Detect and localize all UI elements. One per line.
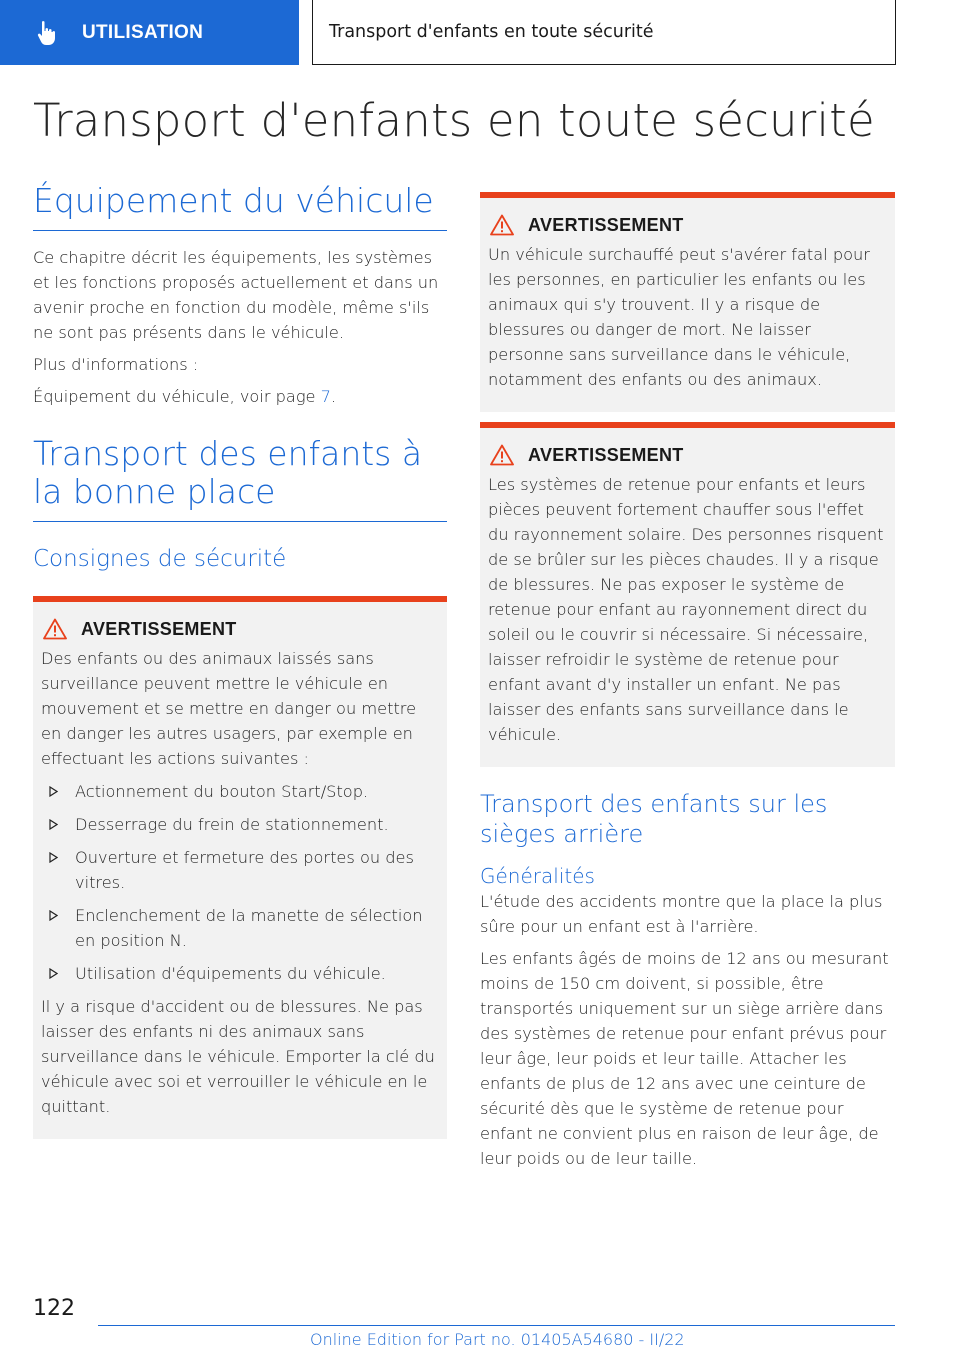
triangle-bullet-icon: [41, 845, 75, 895]
footer-rule: [98, 1325, 895, 1326]
triangle-bullet-icon: [41, 903, 75, 953]
warning-outro: Il y a risque d'accident ou de blessures. Ne pas laisser des enfants ni des animaux sans surveillance dans le véhicule. Emporter la clé du véhicule avec soi et verrouiller le véhicule en le quittant.: [41, 997, 435, 1116]
equipment-paragraph: Ce chapitre décrit les équipements, les systèmes et les fonctions proposés actuellement et dans un avenir proche en fonction du modèle, même s'ils ne sont pas présents dans le véhicule.: [33, 248, 439, 342]
right-column: [480, 192, 895, 1171]
chapter-header: [312, 0, 896, 65]
list-item: [41, 961, 439, 986]
general-paragraph-1: L'étude des accidents montre que la place la plus sûre pour un enfant est à l'arrière.: [480, 892, 883, 936]
reference-end: .: [330, 387, 337, 406]
list-item-text: Actionnement du bouton Start/Stop.: [75, 782, 369, 801]
page-reference: [33, 384, 447, 409]
reference-text: Équipement du véhicule, voir page: [33, 387, 321, 406]
general-paragraph-2: Les enfants âgés de moins de 12 ans ou mesurant moins de 150 cm doivent, si possible, être transportés uniquement sur un siège arrière dans des systèmes de retenue pour enfant prévus pour leur âge, leur poids et leur taille. Attacher les enfants de plus de 12 ans avec une ceinture de sécurité dès que le système de retenue pour enfant ne convient plus en raison de leur âge, de leur poids ou de leur taille.: [480, 949, 889, 1168]
list-item-text: Ouverture et fermeture des portes ou des vitres.: [75, 848, 414, 892]
triangle-bullet-icon: [41, 779, 75, 804]
triangle-bullet-icon: [41, 812, 75, 837]
warning-triangle-icon: [490, 214, 514, 236]
list-item: [41, 779, 439, 804]
page-title: Transport d'enfants en toute sécurité: [33, 94, 875, 147]
page-number: 122: [33, 1296, 75, 1321]
warning-header: [488, 444, 887, 466]
heading-equipment: Équipement du véhicule: [33, 182, 447, 231]
warning-header: [488, 214, 887, 236]
warning-label: AVERTISSEMENT: [81, 618, 237, 639]
heading-general: Généralités: [480, 864, 595, 888]
heading-child-placement: Transport des enfants à la bonne place: [33, 435, 447, 522]
warning-triangle-icon: [490, 444, 514, 466]
section-tab[interactable]: [0, 0, 299, 65]
list-item-text: Desserrage du frein de stationnement.: [75, 815, 389, 834]
warning-text: Les systèmes de retenue pour enfants et leurs pièces peuvent fortement chauffer sous l'effet du rayonnement solaire. Des personnes risquent de se brûler sur les pièces chaudes. Il y a risque de blessures. Ne pas exposer le système de retenue pour enfant au rayonnement direct du soleil ou le couvrir si nécessaire. Si nécessaire, laisser refroidir le système de retenue pour enfant avant d'y installer un enfant. Ne pas laisser des enfants sans surveillance dans le véhicule.: [488, 475, 884, 744]
more-info-text: Plus d'informations :: [33, 355, 199, 374]
warning-box-overheating: [480, 192, 895, 412]
hand-pointer-icon: [36, 20, 58, 46]
warning-triangle-icon: [43, 618, 67, 640]
warning-box-unattended: [33, 596, 447, 1139]
page-link[interactable]: 7: [320, 387, 331, 406]
warning-action-list: [41, 779, 439, 986]
heading-rear-seats: Transport des enfants sur les sièges arrière: [480, 790, 828, 848]
list-item-text: Utilisation d'équipements du véhicule.: [75, 964, 386, 983]
list-item: [41, 845, 439, 895]
warning-header: [41, 618, 439, 640]
warning-label: AVERTISSEMENT: [528, 444, 684, 465]
list-item: [41, 812, 439, 837]
warning-text: Un véhicule surchauffé peut s'avérer fatal pour les personnes, en particulier les enfants ou les animaux qui s'y trouvent. Il y a risque de blessures ou danger de mort. Ne laisser personne sans surveillance dans le véhicule, notamment des enfants ou des animaux.: [488, 245, 870, 389]
list-item: [41, 903, 439, 953]
warning-box-hot-seat: [480, 422, 895, 767]
left-column: [33, 182, 447, 1139]
footer-edition: Online Edition for Part no. 01405A54680 - II/22: [310, 1330, 685, 1349]
triangle-bullet-icon: [41, 961, 75, 986]
warning-label: AVERTISSEMENT: [528, 214, 684, 235]
list-item-text: Enclenchement de la manette de sélection en position N.: [75, 906, 423, 950]
warning-intro: Des enfants ou des animaux laissés sans surveillance peuvent mettre le véhicule en mouvement et se mettre en danger ou mettre en danger les autres usagers, par exemple en effectuant les actions suivantes :: [41, 649, 417, 768]
chapter-title: Transport d'enfants en toute sécurité: [329, 22, 654, 42]
section-label: UTILISATION: [82, 21, 204, 43]
heading-safety: Consignes de sécurité: [33, 546, 287, 572]
